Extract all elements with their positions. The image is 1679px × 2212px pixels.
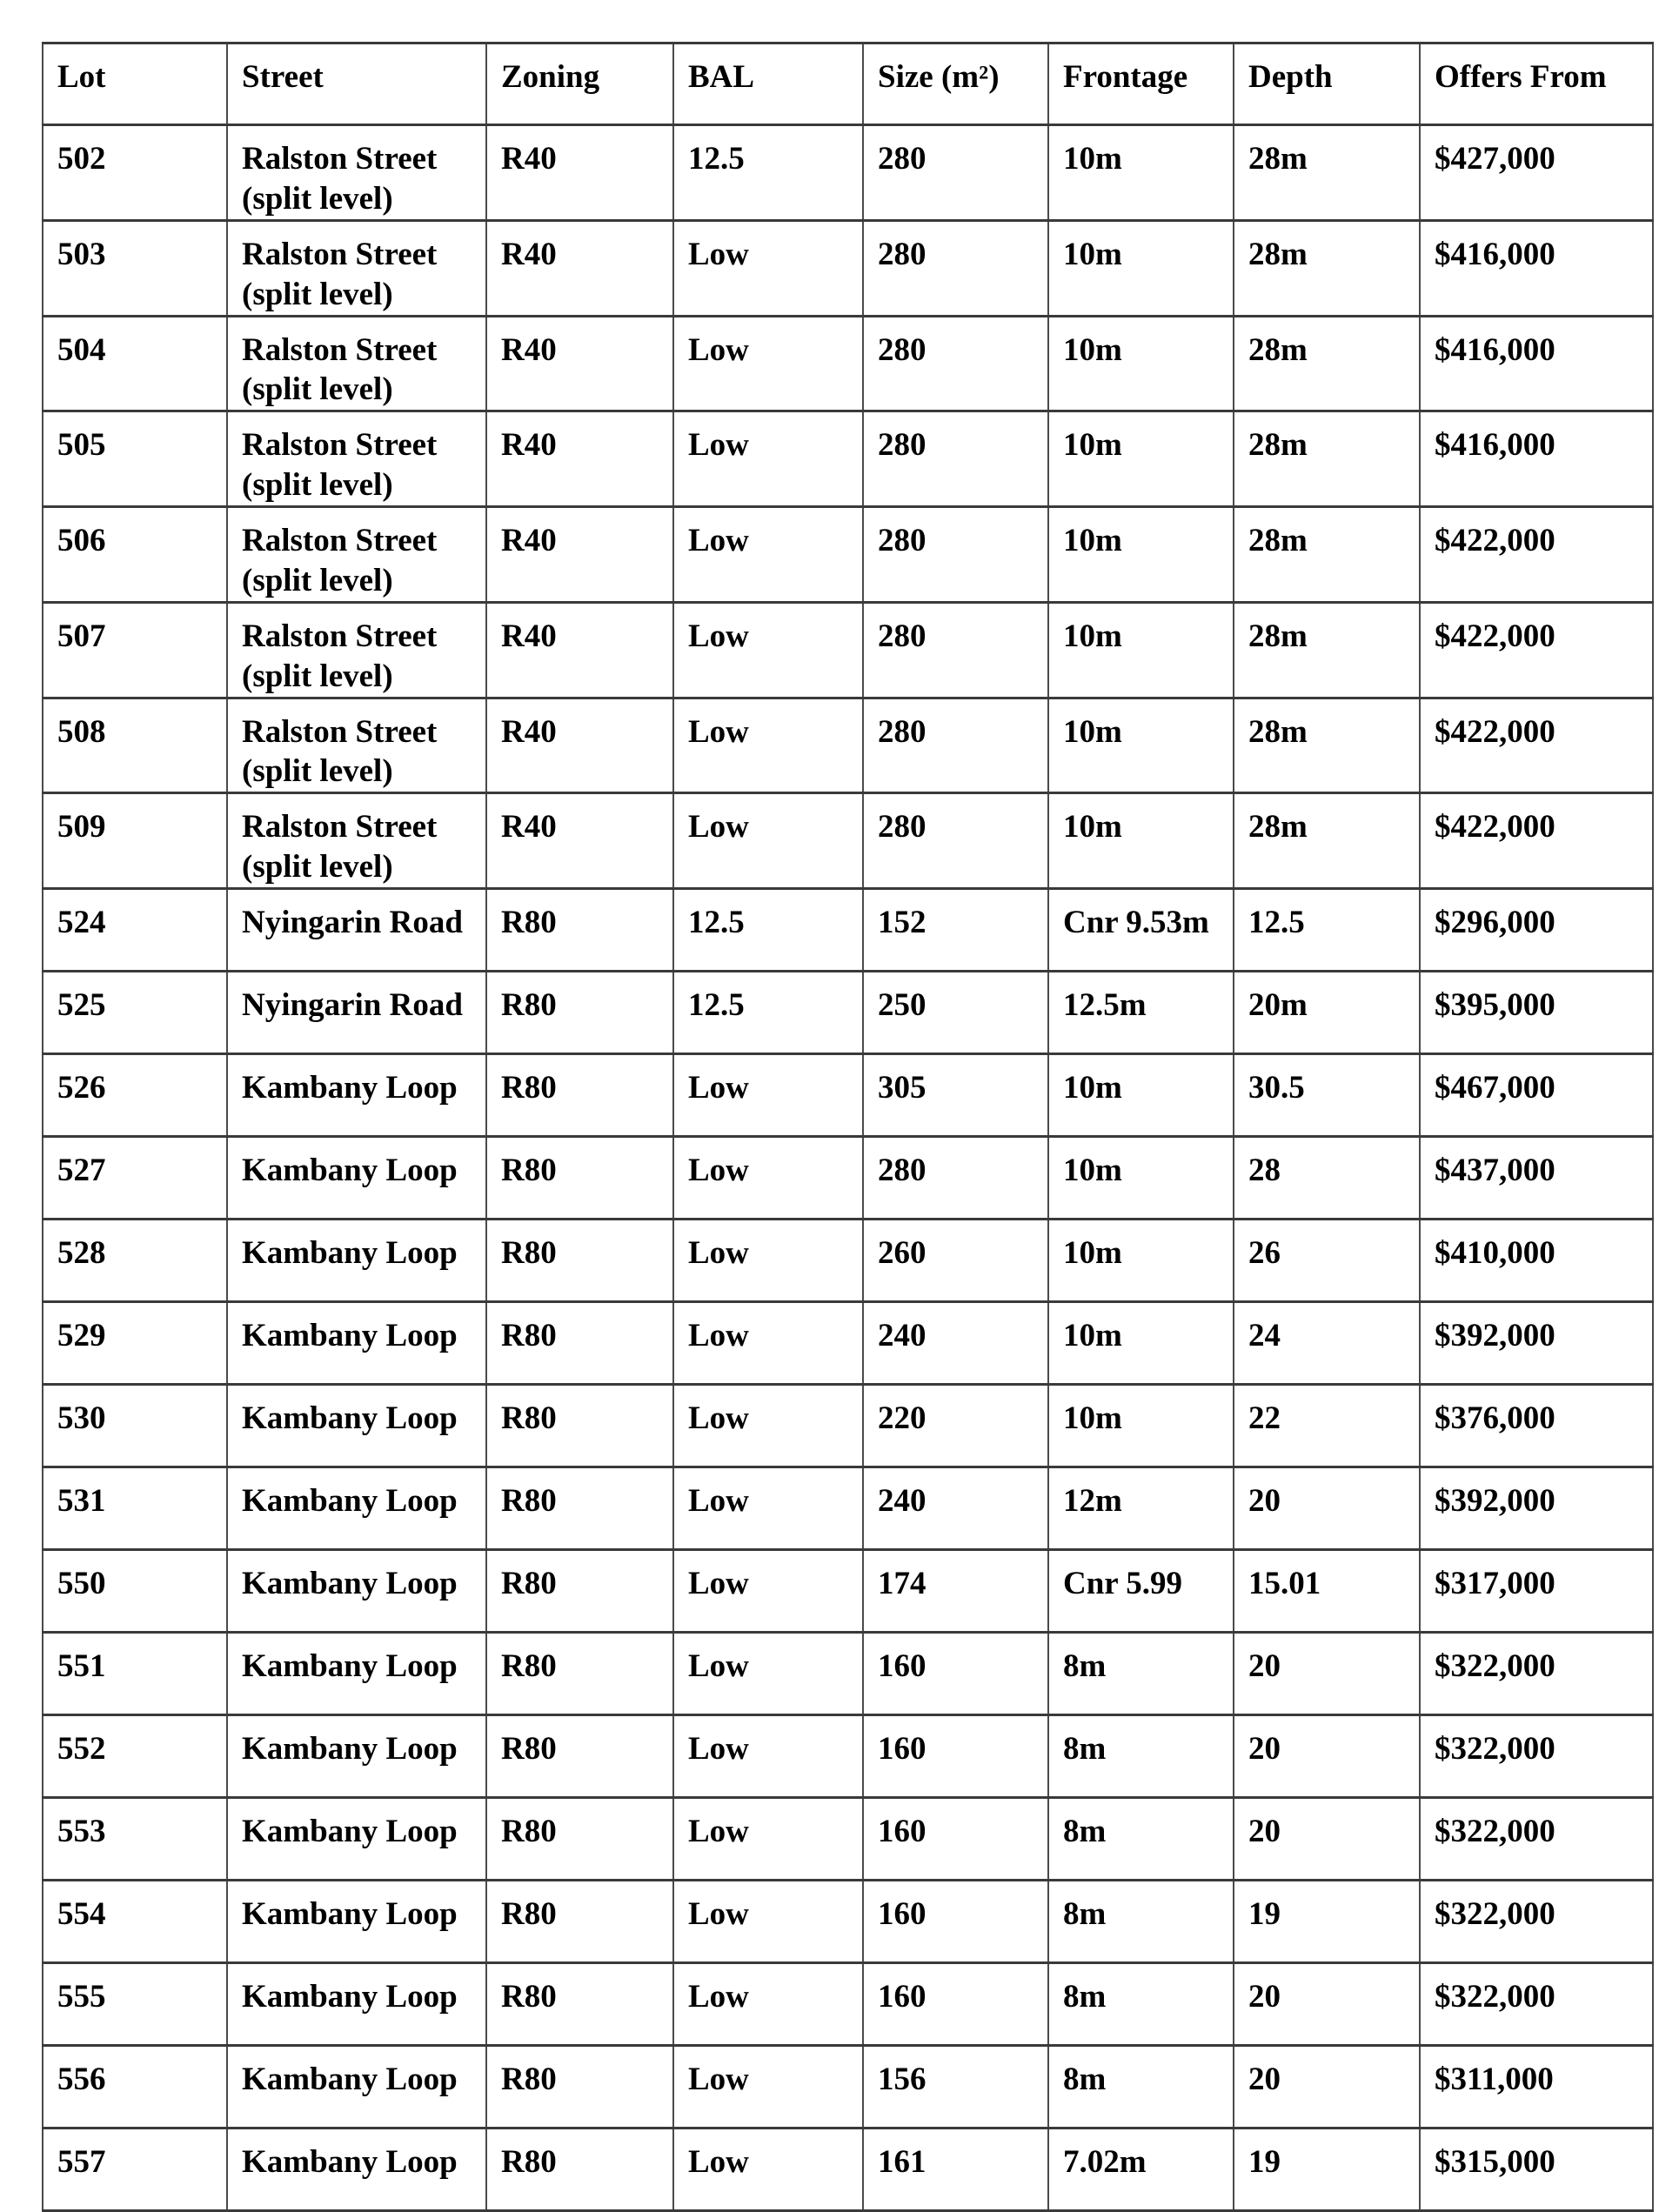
cell-zoning: R80 (486, 1054, 673, 1137)
cell-frontage: 12.5m (1048, 972, 1234, 1054)
cell-size: 160 (863, 1798, 1048, 1881)
table-row (43, 220, 1653, 316)
cell-bal: Low (673, 1715, 863, 1798)
cell-offers: $427,000 (1420, 125, 1653, 221)
cell-zoning: R80 (486, 972, 673, 1054)
cell-frontage: 8m (1048, 1963, 1234, 2046)
cell-bal: Low (673, 1054, 863, 1137)
cell-depth: 22 (1234, 1385, 1420, 1467)
cell-zoning: R40 (486, 411, 673, 507)
cell-bal: Low (673, 1963, 863, 2046)
column-header-lot: Lot (43, 43, 227, 125)
cell-frontage: 10m (1048, 411, 1234, 507)
cell-offers: $395,000 (1420, 972, 1653, 1054)
cell-bal: Low (673, 411, 863, 507)
column-header-depth: Depth (1234, 43, 1420, 125)
cell-size: 280 (863, 125, 1048, 221)
cell-frontage: 10m (1048, 602, 1234, 698)
cell-size: 280 (863, 507, 1048, 603)
cell-bal: Low (673, 1220, 863, 1302)
table-row (43, 1385, 1653, 1467)
table-row (43, 889, 1653, 972)
cell-offers: $416,000 (1420, 220, 1653, 316)
cell-frontage: 7.02m (1048, 2128, 1234, 2211)
table-row (43, 698, 1653, 793)
table-row (43, 602, 1653, 698)
column-header-bal: BAL (673, 43, 863, 125)
cell-bal: Low (673, 1881, 863, 1963)
cell-lot: 550 (43, 1550, 227, 1633)
cell-depth: 26 (1234, 1220, 1420, 1302)
cell-depth: 20 (1234, 1963, 1420, 2046)
cell-bal: Low (673, 698, 863, 793)
cell-offers: $467,000 (1420, 1054, 1653, 1137)
cell-zoning: R80 (486, 1715, 673, 1798)
cell-size: 305 (863, 1054, 1048, 1137)
cell-offers: $311,000 (1420, 2046, 1653, 2128)
cell-street: Kambany Loop (227, 1385, 486, 1467)
cell-frontage: 10m (1048, 507, 1234, 603)
cell-lot: 554 (43, 1881, 227, 1963)
cell-zoning: R40 (486, 507, 673, 603)
cell-depth: 12.5 (1234, 889, 1420, 972)
cell-zoning: R80 (486, 1798, 673, 1881)
cell-size: 156 (863, 2046, 1048, 2128)
cell-size: 280 (863, 220, 1048, 316)
cell-frontage: 8m (1048, 1633, 1234, 1715)
cell-lot: 502 (43, 125, 227, 221)
cell-frontage: 10m (1048, 1302, 1234, 1385)
cell-offers: $322,000 (1420, 1881, 1653, 1963)
cell-frontage: 10m (1048, 1137, 1234, 1220)
cell-bal: Low (673, 602, 863, 698)
cell-street: Ralston Street (split level) (227, 698, 486, 793)
cell-frontage: 8m (1048, 1881, 1234, 1963)
cell-lot: 556 (43, 2046, 227, 2128)
cell-offers: $410,000 (1420, 1220, 1653, 1302)
cell-zoning: R80 (486, 1881, 673, 1963)
cell-offers: $416,000 (1420, 411, 1653, 507)
cell-zoning: R80 (486, 1385, 673, 1467)
cell-frontage: 10m (1048, 1385, 1234, 1467)
table-row (43, 1798, 1653, 1881)
lot-price-table (42, 42, 1654, 2212)
cell-street: Kambany Loop (227, 1633, 486, 1715)
cell-size: 280 (863, 793, 1048, 889)
cell-street: Ralston Street (split level) (227, 125, 486, 221)
table-row (43, 1302, 1653, 1385)
cell-size: 280 (863, 1137, 1048, 1220)
cell-bal: 12.5 (673, 889, 863, 972)
cell-lot: 551 (43, 1633, 227, 1715)
cell-size: 160 (863, 1881, 1048, 1963)
cell-street: Ralston Street (split level) (227, 411, 486, 507)
cell-street: Nyingarin Road (227, 972, 486, 1054)
table-row (43, 1550, 1653, 1633)
table-row (43, 316, 1653, 411)
cell-bal: Low (673, 793, 863, 889)
cell-size: 160 (863, 1963, 1048, 2046)
cell-size: 174 (863, 1550, 1048, 1633)
cell-street: Kambany Loop (227, 1550, 486, 1633)
cell-zoning: R40 (486, 602, 673, 698)
cell-frontage: 10m (1048, 220, 1234, 316)
cell-zoning: R40 (486, 316, 673, 411)
cell-bal: Low (673, 2128, 863, 2211)
cell-street: Kambany Loop (227, 1963, 486, 2046)
cell-offers: $422,000 (1420, 602, 1653, 698)
cell-size: 250 (863, 972, 1048, 1054)
cell-lot: 505 (43, 411, 227, 507)
cell-offers: $422,000 (1420, 507, 1653, 603)
cell-bal: 12.5 (673, 972, 863, 1054)
cell-zoning: R40 (486, 220, 673, 316)
table-row (43, 1220, 1653, 1302)
cell-zoning: R40 (486, 698, 673, 793)
cell-offers: $437,000 (1420, 1137, 1653, 1220)
cell-lot: 508 (43, 698, 227, 793)
cell-zoning: R40 (486, 793, 673, 889)
table-row (43, 125, 1653, 221)
cell-zoning: R80 (486, 1963, 673, 2046)
cell-zoning: R80 (486, 1220, 673, 1302)
cell-depth: 19 (1234, 1881, 1420, 1963)
cell-zoning: R80 (486, 2046, 673, 2128)
cell-lot: 509 (43, 793, 227, 889)
cell-street: Kambany Loop (227, 1798, 486, 1881)
cell-lot: 531 (43, 1467, 227, 1550)
cell-depth: 20 (1234, 1467, 1420, 1550)
cell-lot: 504 (43, 316, 227, 411)
cell-depth: 19 (1234, 2128, 1420, 2211)
cell-depth: 28m (1234, 602, 1420, 698)
cell-street: Nyingarin Road (227, 889, 486, 972)
cell-offers: $322,000 (1420, 1715, 1653, 1798)
cell-size: 160 (863, 1633, 1048, 1715)
cell-bal: Low (673, 1385, 863, 1467)
cell-street: Kambany Loop (227, 2046, 486, 2128)
cell-street: Kambany Loop (227, 1467, 486, 1550)
cell-frontage: 10m (1048, 1220, 1234, 1302)
cell-bal: Low (673, 507, 863, 603)
cell-street: Kambany Loop (227, 1137, 486, 1220)
cell-street: Ralston Street (split level) (227, 793, 486, 889)
cell-lot: 527 (43, 1137, 227, 1220)
cell-lot: 524 (43, 889, 227, 972)
cell-frontage: 10m (1048, 698, 1234, 793)
cell-zoning: R80 (486, 2128, 673, 2211)
cell-bal: Low (673, 316, 863, 411)
cell-depth: 20 (1234, 1798, 1420, 1881)
cell-size: 280 (863, 411, 1048, 507)
cell-size: 280 (863, 698, 1048, 793)
cell-zoning: R80 (486, 1633, 673, 1715)
cell-frontage: Cnr 9.53m (1048, 889, 1234, 972)
table-row (43, 793, 1653, 889)
cell-depth: 20 (1234, 2046, 1420, 2128)
cell-lot: 557 (43, 2128, 227, 2211)
cell-depth: 28m (1234, 316, 1420, 411)
cell-depth: 28m (1234, 411, 1420, 507)
cell-depth: 20 (1234, 1715, 1420, 1798)
cell-zoning: R40 (486, 125, 673, 221)
table-row (43, 507, 1653, 603)
cell-offers: $322,000 (1420, 1633, 1653, 1715)
table-row (43, 1054, 1653, 1137)
cell-street: Kambany Loop (227, 1220, 486, 1302)
cell-frontage: Cnr 5.99 (1048, 1550, 1234, 1633)
cell-size: 240 (863, 1467, 1048, 1550)
cell-lot: 555 (43, 1963, 227, 2046)
cell-lot: 507 (43, 602, 227, 698)
cell-bal: Low (673, 220, 863, 316)
cell-lot: 529 (43, 1302, 227, 1385)
cell-size: 240 (863, 1302, 1048, 1385)
cell-lot: 552 (43, 1715, 227, 1798)
cell-offers: $392,000 (1420, 1302, 1653, 1385)
table-row (43, 1963, 1653, 2046)
cell-depth: 28m (1234, 698, 1420, 793)
cell-street: Kambany Loop (227, 1881, 486, 1963)
cell-size: 152 (863, 889, 1048, 972)
cell-offers: $416,000 (1420, 316, 1653, 411)
cell-size: 161 (863, 2128, 1048, 2211)
cell-street: Ralston Street (split level) (227, 316, 486, 411)
cell-frontage: 10m (1048, 316, 1234, 411)
table-row (43, 2128, 1653, 2211)
cell-frontage: 8m (1048, 2046, 1234, 2128)
cell-depth: 15.01 (1234, 1550, 1420, 1633)
cell-bal: 12.5 (673, 125, 863, 221)
cell-depth: 28m (1234, 793, 1420, 889)
cell-size: 160 (863, 1715, 1048, 1798)
cell-offers: $296,000 (1420, 889, 1653, 972)
column-header-frontage: Frontage (1048, 43, 1234, 125)
cell-frontage: 8m (1048, 1715, 1234, 1798)
cell-zoning: R80 (486, 1302, 673, 1385)
cell-offers: $392,000 (1420, 1467, 1653, 1550)
table-row (43, 411, 1653, 507)
cell-bal: Low (673, 1550, 863, 1633)
cell-size: 280 (863, 602, 1048, 698)
table-header-row (43, 43, 1653, 125)
cell-depth: 28m (1234, 125, 1420, 221)
table-row (43, 1633, 1653, 1715)
cell-size: 220 (863, 1385, 1048, 1467)
cell-depth: 28m (1234, 507, 1420, 603)
cell-offers: $315,000 (1420, 2128, 1653, 2211)
cell-offers: $322,000 (1420, 1798, 1653, 1881)
cell-bal: Low (673, 1467, 863, 1550)
cell-street: Ralston Street (split level) (227, 220, 486, 316)
table-row (43, 972, 1653, 1054)
cell-bal: Low (673, 1302, 863, 1385)
cell-zoning: R80 (486, 889, 673, 972)
cell-street: Kambany Loop (227, 1715, 486, 1798)
cell-offers: $422,000 (1420, 698, 1653, 793)
cell-offers: $376,000 (1420, 1385, 1653, 1467)
cell-depth: 30.5 (1234, 1054, 1420, 1137)
column-header-zoning: Zoning (486, 43, 673, 125)
cell-lot: 553 (43, 1798, 227, 1881)
cell-street: Ralston Street (split level) (227, 507, 486, 603)
column-header-street: Street (227, 43, 486, 125)
cell-depth: 28m (1234, 220, 1420, 316)
cell-lot: 525 (43, 972, 227, 1054)
cell-lot: 506 (43, 507, 227, 603)
cell-offers: $322,000 (1420, 1963, 1653, 2046)
cell-bal: Low (673, 1798, 863, 1881)
cell-size: 280 (863, 316, 1048, 411)
cell-depth: 28 (1234, 1137, 1420, 1220)
cell-frontage: 12m (1048, 1467, 1234, 1550)
cell-depth: 24 (1234, 1302, 1420, 1385)
cell-frontage: 8m (1048, 1798, 1234, 1881)
table-row (43, 1467, 1653, 1550)
cell-size: 260 (863, 1220, 1048, 1302)
cell-street: Ralston Street (split level) (227, 602, 486, 698)
cell-lot: 526 (43, 1054, 227, 1137)
cell-depth: 20m (1234, 972, 1420, 1054)
table-row (43, 1137, 1653, 1220)
cell-street: Kambany Loop (227, 2128, 486, 2211)
cell-bal: Low (673, 1633, 863, 1715)
cell-lot: 528 (43, 1220, 227, 1302)
table-row (43, 1881, 1653, 1963)
cell-zoning: R80 (486, 1137, 673, 1220)
cell-bal: Low (673, 1137, 863, 1220)
column-header-offers: Offers From (1420, 43, 1653, 125)
column-header-size: Size (m²) (863, 43, 1048, 125)
cell-zoning: R80 (486, 1550, 673, 1633)
cell-frontage: 10m (1048, 793, 1234, 889)
cell-zoning: R80 (486, 1467, 673, 1550)
cell-frontage: 10m (1048, 1054, 1234, 1137)
cell-offers: $422,000 (1420, 793, 1653, 889)
cell-bal: Low (673, 2046, 863, 2128)
cell-lot: 530 (43, 1385, 227, 1467)
cell-frontage: 10m (1048, 125, 1234, 221)
cell-lot: 503 (43, 220, 227, 316)
cell-depth: 20 (1234, 1633, 1420, 1715)
cell-street: Kambany Loop (227, 1302, 486, 1385)
table-row (43, 2046, 1653, 2128)
cell-street: Kambany Loop (227, 1054, 486, 1137)
cell-offers: $317,000 (1420, 1550, 1653, 1633)
table-row (43, 1715, 1653, 1798)
